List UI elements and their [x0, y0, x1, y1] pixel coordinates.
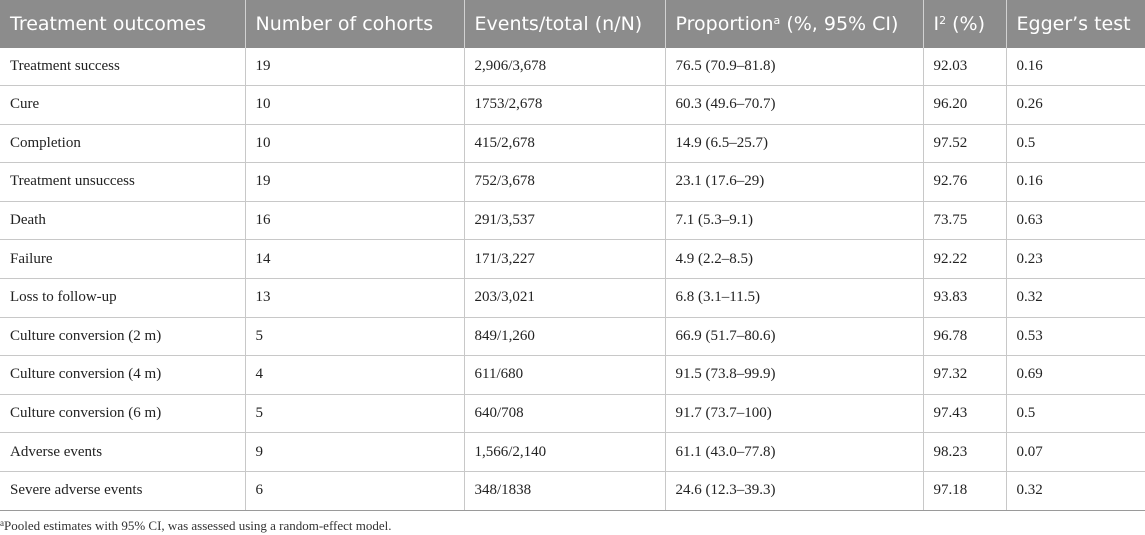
events-cell: 291/3,537	[464, 201, 665, 240]
proportion-cell: 60.3 (49.6–70.7)	[665, 86, 923, 125]
outcome-cell: Treatment unsuccess	[0, 163, 245, 202]
cohorts-cell: 16	[245, 201, 464, 240]
egger-cell: 0.16	[1006, 163, 1145, 202]
table-row	[0, 48, 1145, 86]
outcome-cell: Death	[0, 201, 245, 240]
outcome-cell: Treatment success	[0, 48, 245, 86]
proportion-cell: 76.5 (70.9–81.8)	[665, 48, 923, 86]
outcome-cell: Completion	[0, 124, 245, 163]
header-row	[0, 0, 1145, 48]
proportion-cell: 14.9 (6.5–25.7)	[665, 124, 923, 163]
events-cell: 415/2,678	[464, 124, 665, 163]
outcome-cell: Culture conversion (4 m)	[0, 356, 245, 395]
i-squared-cell: 92.03	[923, 48, 1006, 86]
i-squared-cell: 92.22	[923, 240, 1006, 279]
events-cell: 203/3,021	[464, 278, 665, 317]
i-squared-cell: 98.23	[923, 433, 1006, 472]
proportion-cell: 91.5 (73.8–99.9)	[665, 356, 923, 395]
outcome-cell: Adverse events	[0, 433, 245, 472]
header-proportion-rest: (%, 95% CI)	[780, 13, 899, 35]
proportion-cell: 91.7 (73.7–100)	[665, 394, 923, 433]
i-squared-cell: 97.43	[923, 394, 1006, 433]
outcome-cell: Culture conversion (6 m)	[0, 394, 245, 433]
events-cell: 171/3,227	[464, 240, 665, 279]
events-cell: 752/3,678	[464, 163, 665, 202]
egger-cell: 0.63	[1006, 201, 1145, 240]
outcome-cell: Cure	[0, 86, 245, 125]
cohorts-cell: 13	[245, 278, 464, 317]
egger-cell: 0.16	[1006, 48, 1145, 86]
events-cell: 348/1838	[464, 471, 665, 510]
table-row	[0, 201, 1145, 240]
table-footnote	[0, 518, 392, 534]
cohorts-cell: 5	[245, 317, 464, 356]
outcome-cell: Failure	[0, 240, 245, 279]
proportion-cell: 23.1 (17.6–29)	[665, 163, 923, 202]
header-i-squared-superscript: 2	[939, 14, 947, 27]
table-row	[0, 471, 1145, 510]
proportion-cell: 6.8 (3.1–11.5)	[665, 278, 923, 317]
table-row	[0, 163, 1145, 202]
egger-cell: 0.5	[1006, 394, 1145, 433]
table-row	[0, 124, 1145, 163]
header-eggers-test: Egger’s test	[1006, 0, 1145, 48]
cohorts-cell: 9	[245, 433, 464, 472]
i-squared-cell: 97.52	[923, 124, 1006, 163]
header-i-squared-rest: (%)	[946, 13, 986, 35]
proportion-cell: 66.9 (51.7–80.6)	[665, 317, 923, 356]
table-row	[0, 278, 1145, 317]
table-row	[0, 394, 1145, 433]
header-number-of-cohorts: Number of cohorts	[245, 0, 464, 48]
table-row	[0, 86, 1145, 125]
header-proportion-text: Proportion	[675, 13, 774, 35]
events-cell: 1753/2,678	[464, 86, 665, 125]
egger-cell: 0.26	[1006, 86, 1145, 125]
cohorts-cell: 10	[245, 124, 464, 163]
proportion-cell: 24.6 (12.3–39.3)	[665, 471, 923, 510]
egger-cell: 0.53	[1006, 317, 1145, 356]
outcome-cell: Culture conversion (2 m)	[0, 317, 245, 356]
table-row	[0, 317, 1145, 356]
egger-cell: 0.32	[1006, 278, 1145, 317]
proportion-cell: 61.1 (43.0–77.8)	[665, 433, 923, 472]
egger-cell: 0.23	[1006, 240, 1145, 279]
cohorts-cell: 14	[245, 240, 464, 279]
cohorts-cell: 5	[245, 394, 464, 433]
i-squared-cell: 92.76	[923, 163, 1006, 202]
i-squared-cell: 97.18	[923, 471, 1006, 510]
header-treatment-outcomes: Treatment outcomes	[0, 0, 245, 48]
events-cell: 611/680	[464, 356, 665, 395]
footnote-text: Pooled estimates with 95% CI, was assessed using a random-effect model.	[4, 518, 392, 533]
table-row	[0, 240, 1145, 279]
cohorts-cell: 19	[245, 48, 464, 86]
events-cell: 640/708	[464, 394, 665, 433]
i-squared-cell: 73.75	[923, 201, 1006, 240]
i-squared-cell: 96.78	[923, 317, 1006, 356]
egger-cell: 0.07	[1006, 433, 1145, 472]
events-cell: 2,906/3,678	[464, 48, 665, 86]
header-i-squared	[923, 0, 1006, 48]
outcome-cell: Severe adverse events	[0, 471, 245, 510]
cohorts-cell: 4	[245, 356, 464, 395]
events-cell: 849/1,260	[464, 317, 665, 356]
i-squared-cell: 97.32	[923, 356, 1006, 395]
table-row	[0, 356, 1145, 395]
i-squared-cell: 93.83	[923, 278, 1006, 317]
header-proportion	[665, 0, 923, 48]
header-events-total: Events/total (n/N)	[464, 0, 665, 48]
table-row	[0, 433, 1145, 472]
table-body	[0, 48, 1145, 510]
egger-cell: 0.32	[1006, 471, 1145, 510]
proportion-cell: 4.9 (2.2–8.5)	[665, 240, 923, 279]
egger-cell: 0.5	[1006, 124, 1145, 163]
proportion-cell: 7.1 (5.3–9.1)	[665, 201, 923, 240]
i-squared-cell: 96.20	[923, 86, 1006, 125]
cohorts-cell: 10	[245, 86, 464, 125]
cohorts-cell: 19	[245, 163, 464, 202]
outcome-cell: Loss to follow-up	[0, 278, 245, 317]
events-cell: 1,566/2,140	[464, 433, 665, 472]
footnote-marker: a	[0, 518, 4, 528]
header-i-squared-text: I	[933, 13, 940, 35]
header-proportion-footnote-marker: a	[773, 14, 781, 27]
cohorts-cell: 6	[245, 471, 464, 510]
egger-cell: 0.69	[1006, 356, 1145, 395]
